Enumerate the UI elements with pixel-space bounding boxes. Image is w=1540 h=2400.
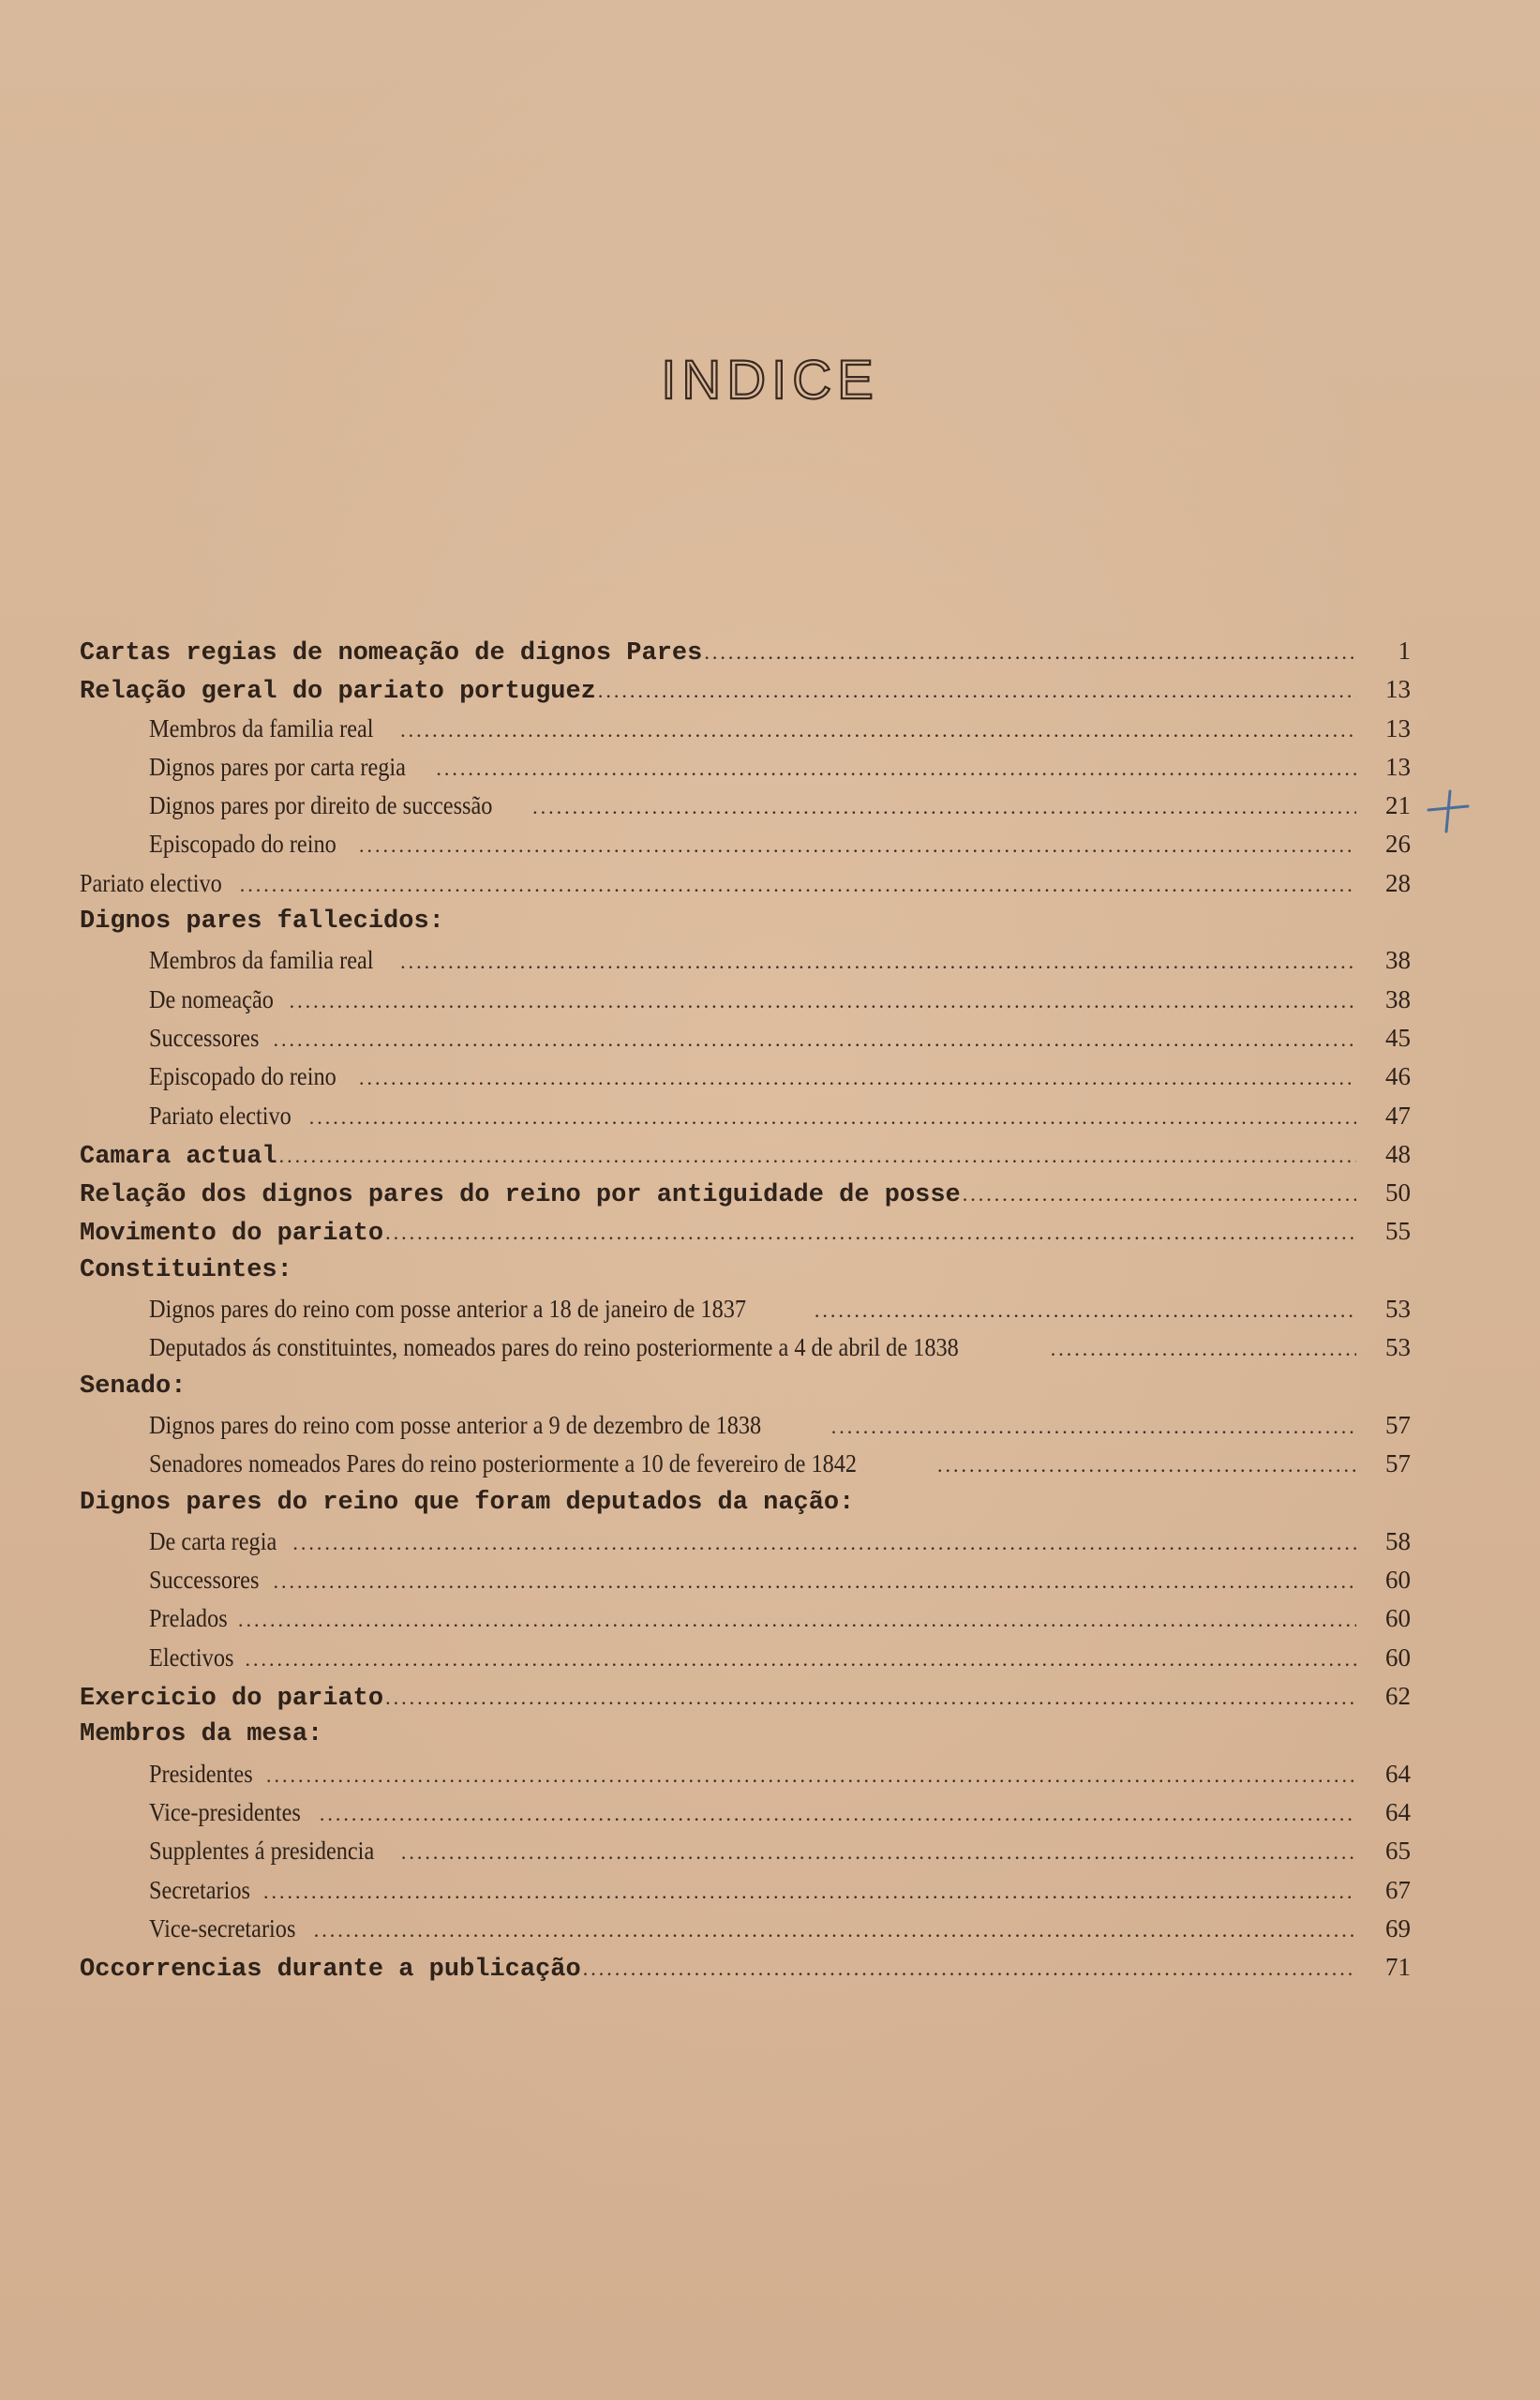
toc-entry-label: Movimento do pariato — [80, 1220, 384, 1249]
dot-leader — [532, 795, 1356, 819]
dot-leader — [598, 679, 1356, 703]
toc-entry-page-number: 64 — [1385, 1797, 1411, 1826]
toc-entry — [80, 1643, 1411, 1682]
toc-entry-label: Secretarios — [149, 1875, 250, 1904]
toc-entry-page-number: 65 — [1385, 1837, 1411, 1866]
toc-entry-label: Presidentes — [149, 1759, 253, 1788]
toc-entry-label: Dignos pares por carta regia — [149, 752, 406, 781]
toc-entry-page-number: 38 — [1385, 984, 1411, 1013]
toc-entry-page-number: 60 — [1385, 1642, 1411, 1672]
dot-leader — [359, 1066, 1356, 1090]
toc-entry-label: Membros da familia real — [149, 713, 374, 742]
dot-leader — [245, 1647, 1356, 1672]
toc-entry-label: Camara actual — [80, 1142, 277, 1171]
dot-leader — [400, 950, 1356, 974]
toc-entry — [80, 1411, 1411, 1449]
toc-entry — [80, 675, 1411, 713]
dot-leader — [436, 757, 1356, 781]
toc-entry — [80, 791, 1411, 830]
toc-entry-page-number: 50 — [1385, 1178, 1411, 1208]
dot-leader — [238, 1608, 1356, 1632]
dot-leader — [273, 1569, 1356, 1594]
toc-entry — [80, 1604, 1411, 1642]
toc-entry-label: Successores — [149, 1566, 260, 1595]
toc-entry — [80, 1682, 1411, 1720]
toc-entry-page-number: 62 — [1385, 1682, 1411, 1711]
dot-leader — [290, 989, 1356, 1013]
page-title: INDICE — [661, 350, 879, 411]
toc-entry — [80, 1953, 1411, 1991]
dot-leader — [240, 873, 1356, 897]
dot-leader — [937, 1453, 1356, 1478]
toc-entry — [80, 753, 1411, 791]
toc-entry — [80, 1256, 1411, 1295]
toc-entry-page-number: 64 — [1385, 1759, 1411, 1788]
dot-leader — [292, 1531, 1356, 1555]
toc-entry — [80, 908, 1411, 946]
toc-entry-label: Pariato electivo — [149, 1101, 292, 1130]
toc-entry-label: Successores — [149, 1023, 260, 1052]
toc-entry-label: Vice-secretarios — [149, 1913, 296, 1942]
toc-entry — [80, 1914, 1411, 1953]
toc-entry-page-number: 1 — [1398, 637, 1411, 665]
toc-entry — [80, 1140, 1411, 1178]
toc-entry-label: Relação geral do pariato portuguez — [80, 678, 596, 707]
dot-leader — [263, 1880, 1356, 1904]
dot-leader — [385, 1686, 1356, 1710]
toc-entry — [80, 1178, 1411, 1217]
toc-entry-label: Occorrencias durante a publicação — [80, 1956, 581, 1985]
dot-leader — [1051, 1337, 1356, 1361]
toc-entry-label: Electivos — [149, 1642, 234, 1672]
toc-entry-label: Dignos pares por direito de successão — [149, 791, 493, 820]
toc-entry-page-number: 60 — [1385, 1604, 1411, 1633]
toc-entry-page-number: 38 — [1385, 946, 1411, 975]
pencil-cross-mark-icon — [1425, 788, 1472, 834]
toc-entry-page-number: 28 — [1385, 868, 1411, 897]
dot-leader — [320, 1802, 1356, 1826]
toc-entry-label: De nomeação — [149, 984, 274, 1013]
toc-entry-page-number: 46 — [1385, 1062, 1411, 1091]
dot-leader — [309, 1105, 1356, 1130]
dot-leader — [704, 640, 1356, 665]
dot-leader — [273, 1028, 1356, 1052]
toc-entry — [80, 1333, 1411, 1372]
toc-entry-label: Dignos pares fallecidos: — [80, 908, 444, 937]
dot-leader — [266, 1763, 1356, 1788]
toc-entry — [80, 637, 1411, 675]
toc-entry — [80, 869, 1411, 908]
toc-entry — [80, 1720, 1411, 1759]
toc-entry — [80, 1062, 1411, 1101]
table-of-contents — [80, 637, 1411, 1991]
toc-entry — [80, 1372, 1411, 1411]
toc-entry-page-number: 48 — [1385, 1139, 1411, 1168]
toc-entry-page-number: 58 — [1385, 1526, 1411, 1555]
toc-entry-label: Vice-presidentes — [149, 1797, 301, 1826]
toc-entry-page-number: 53 — [1385, 1333, 1411, 1362]
toc-entry-label: Senadores nomeados Pares do reino posteriormente a 10 de fevereiro de 1842 — [149, 1449, 858, 1478]
dot-leader — [831, 1415, 1356, 1439]
toc-entry — [80, 1295, 1411, 1333]
toc-entry — [80, 830, 1411, 868]
dot-leader — [385, 1221, 1356, 1245]
toc-entry-label: Deputados ás constituintes, nomeados pares do reino posteriormente a 4 de abril de 1838 — [149, 1333, 959, 1362]
toc-entry-label: Relação dos dignos pares do reino por antiguidade de posse — [80, 1181, 961, 1210]
toc-entry-page-number: 13 — [1385, 713, 1411, 742]
toc-entry — [80, 1217, 1411, 1255]
toc-entry-label: De carta regia — [149, 1526, 277, 1555]
dot-leader — [583, 1957, 1356, 1981]
toc-entry-page-number: 71 — [1385, 1953, 1411, 1982]
dot-leader — [359, 833, 1356, 858]
toc-entry — [80, 946, 1411, 984]
toc-entry-label: Prelados — [149, 1604, 228, 1633]
toc-entry-label: Senado: — [80, 1372, 187, 1401]
toc-entry-page-number: 69 — [1385, 1913, 1411, 1942]
toc-entry-label: Membros da mesa: — [80, 1720, 323, 1749]
toc-entry-label: Pariato electivo — [80, 868, 222, 897]
toc-entry-page-number: 21 — [1385, 791, 1411, 820]
toc-entry — [80, 1798, 1411, 1837]
toc-entry-label: Dignos pares do reino que foram deputados da nação: — [80, 1488, 855, 1517]
toc-entry-page-number: 13 — [1385, 675, 1411, 704]
toc-entry-page-number: 57 — [1385, 1410, 1411, 1439]
toc-entry-label: Dignos pares do reino com posse anterior a 9 de dezembro de 1838 — [149, 1410, 762, 1439]
toc-entry — [80, 985, 1411, 1024]
toc-entry-label: Dignos pares do reino com posse anterior a 18 de janeiro de 1837 — [149, 1295, 747, 1324]
dot-leader — [963, 1182, 1356, 1207]
toc-entry-page-number: 57 — [1385, 1449, 1411, 1478]
toc-entry-page-number: 45 — [1385, 1023, 1411, 1052]
toc-entry-page-number: 47 — [1385, 1101, 1411, 1130]
toc-entry — [80, 1024, 1411, 1062]
toc-entry-label: Exercicio do pariato — [80, 1685, 384, 1714]
toc-entry-page-number: 67 — [1385, 1875, 1411, 1904]
toc-entry-label: Episcopado do reino — [149, 1062, 336, 1091]
toc-entry-page-number: 55 — [1385, 1217, 1411, 1246]
toc-entry — [80, 1837, 1411, 1875]
toc-entry-label: Cartas regias de nomeação de dignos Pares — [80, 639, 703, 668]
toc-entry-label: Constituintes: — [80, 1255, 292, 1284]
toc-entry-page-number: 26 — [1385, 830, 1411, 859]
dot-leader — [279, 1144, 1356, 1168]
toc-entry-page-number: 60 — [1385, 1566, 1411, 1595]
dot-leader — [400, 718, 1356, 742]
toc-entry-label: Membros da familia real — [149, 946, 374, 975]
toc-entry — [80, 1566, 1411, 1604]
dot-leader — [401, 1840, 1356, 1865]
toc-entry-label: Supplentes á presidencia — [149, 1837, 375, 1866]
toc-entry — [80, 1527, 1411, 1566]
toc-entry-label: Episcopado do reino — [149, 830, 336, 859]
toc-entry-page-number: 13 — [1385, 752, 1411, 781]
toc-entry — [80, 1489, 1411, 1527]
toc-entry — [80, 1760, 1411, 1798]
toc-entry-page-number: 53 — [1385, 1295, 1411, 1324]
dot-leader — [815, 1298, 1356, 1323]
toc-entry — [80, 1102, 1411, 1140]
toc-entry — [80, 714, 1411, 753]
dot-leader — [314, 1918, 1356, 1942]
toc-entry — [80, 1876, 1411, 1914]
toc-entry — [80, 1449, 1411, 1488]
